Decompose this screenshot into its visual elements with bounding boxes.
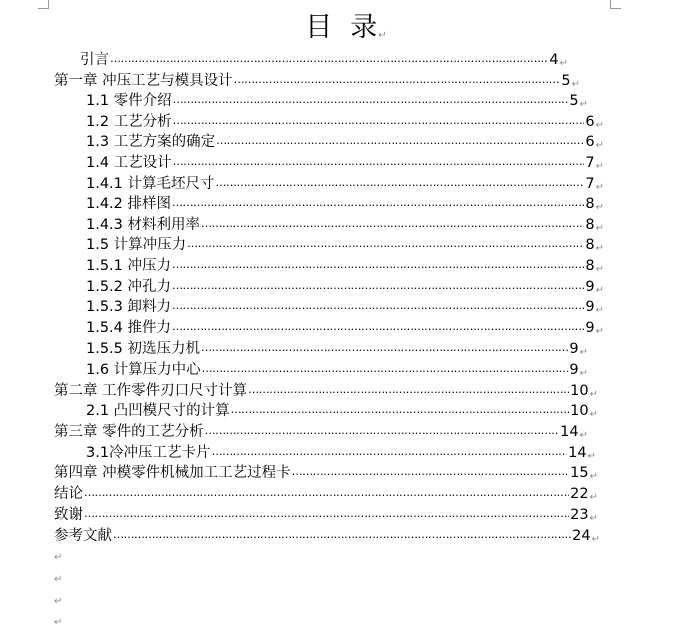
paragraph-mark: ↵ <box>579 430 588 441</box>
toc-dot-leader <box>173 111 585 132</box>
paragraph-mark: ↵ <box>595 243 604 254</box>
toc-dot-leader <box>84 483 569 504</box>
toc-title-char-1: 目 <box>305 12 333 43</box>
toc-entry[interactable] <box>54 505 598 526</box>
toc-entry-label: 3.1冷冲压工艺卡片 <box>86 445 211 461</box>
toc-entry[interactable] <box>86 174 604 195</box>
toc-entry-page-number: 6 <box>585 114 595 130</box>
toc-dot-leader <box>172 276 584 297</box>
paragraph-mark: ↵ <box>54 617 63 628</box>
toc-entry[interactable] <box>54 422 588 443</box>
toc-entry-page-number: 10 <box>570 383 589 399</box>
toc-entry-label: 1.1 零件介绍 <box>86 93 172 109</box>
toc-dot-leader <box>216 173 585 194</box>
toc-entry-page-number: 15 <box>570 465 589 481</box>
toc-entry-label: 1.4.2 排样图 <box>86 196 172 212</box>
toc-dot-leader <box>173 152 585 173</box>
toc-entry-label: 1.4 工艺设计 <box>86 155 172 171</box>
paragraph-mark: ↵ <box>579 368 588 379</box>
toc-dot-leader <box>113 525 571 546</box>
toc-entry-page-number: 9 <box>585 299 595 315</box>
toc-entry-label: 1.5.2 冲孔力 <box>86 279 172 295</box>
toc-dot-leader <box>234 70 561 91</box>
toc-entry-page-number: 14 <box>560 424 579 440</box>
toc-entry[interactable] <box>54 463 598 484</box>
toc-entry-page-number: 10 <box>570 403 589 419</box>
toc-entry-label: 1.2 工艺分析 <box>86 114 172 130</box>
toc-entry-page-number: 8 <box>585 237 595 253</box>
toc-entry-page-number: 14 <box>568 445 587 461</box>
toc-entry[interactable] <box>86 132 604 153</box>
paragraph-mark: ↵ <box>595 120 604 131</box>
toc-entry-label: 第三章 零件的工艺分析 <box>54 424 204 440</box>
paragraph-mark: ↵ <box>595 140 604 151</box>
toc-entry-page-number: 9 <box>569 341 579 357</box>
toc-entry[interactable] <box>86 194 604 215</box>
toc-dot-leader <box>84 504 569 525</box>
toc-dot-leader <box>212 442 568 463</box>
paragraph-mark: ↵ <box>54 552 63 563</box>
toc-entry[interactable] <box>86 153 604 174</box>
toc-entry[interactable] <box>86 443 596 464</box>
toc-entry-label: 1.3 工艺方案的确定 <box>86 134 216 150</box>
toc-entry-page-number: 5 <box>561 73 571 89</box>
toc-entry-label: 1.6 计算压力中心 <box>86 362 201 378</box>
toc-entry[interactable] <box>86 277 604 298</box>
toc-entry-page-number: 5 <box>569 93 579 109</box>
toc-dot-leader <box>172 193 584 214</box>
toc-dot-leader <box>231 400 569 421</box>
toc-dot-leader <box>292 462 570 483</box>
toc-entry[interactable] <box>54 71 580 92</box>
toc-entry-label: 参考文献 <box>54 528 112 544</box>
toc-entry-label: 引言 <box>80 52 109 68</box>
paragraph-mark: ↵ <box>595 264 604 275</box>
paragraph-mark: ↵ <box>595 223 604 234</box>
paragraph-mark: ↵ <box>571 79 580 90</box>
paragraph-mark: ↵ <box>559 58 568 69</box>
toc-entry[interactable] <box>54 526 600 547</box>
paragraph-mark: ↵ <box>595 305 604 316</box>
toc-entry-page-number: 8 <box>585 217 595 233</box>
toc-dot-leader <box>216 131 584 152</box>
toc-entry-label: 第二章 工作零件刃口尺寸计算 <box>54 383 248 399</box>
toc-entry[interactable] <box>86 256 604 277</box>
paragraph-mark: ↵ <box>589 409 598 420</box>
toc-entry[interactable] <box>86 401 598 422</box>
toc-entry[interactable] <box>54 484 598 505</box>
toc-entry-label: 致谢 <box>54 507 83 523</box>
paragraph-mark: ↵ <box>595 161 604 172</box>
paragraph-mark: ↵ <box>579 347 588 358</box>
toc-dot-leader <box>248 380 569 401</box>
paragraph-mark: ↵ <box>589 389 598 400</box>
toc-entry-label: 1.5.5 初选压力机 <box>86 341 201 357</box>
toc-dot-leader <box>172 296 584 317</box>
toc-dot-leader <box>187 234 584 255</box>
toc-entry-label: 1.4.1 计算毛坯尺寸 <box>86 176 215 192</box>
toc-entry-label: 1.5.3 卸料力 <box>86 299 172 315</box>
toc-entry-page-number: 6 <box>585 134 595 150</box>
paragraph-mark: ↵ <box>595 326 604 337</box>
toc-entry-page-number: 8 <box>585 258 595 274</box>
toc-entry[interactable] <box>86 297 604 318</box>
paragraph-mark: ↵ <box>54 574 63 585</box>
paragraph-mark: ↵ <box>579 99 588 110</box>
toc-entry[interactable] <box>86 339 588 360</box>
toc-entry[interactable] <box>54 381 598 402</box>
toc-dot-leader <box>173 90 569 111</box>
toc-entry-page-number: 7 <box>585 176 595 192</box>
toc-entry-page-number: 9 <box>585 279 595 295</box>
toc-entry-page-number: 24 <box>572 528 591 544</box>
paragraph-mark: ↵ <box>595 285 604 296</box>
toc-entry[interactable] <box>86 318 604 339</box>
toc-entry-page-number: 4 <box>549 52 559 68</box>
toc-entry-page-number: 9 <box>569 362 579 378</box>
paragraph-mark: ↵ <box>589 471 598 482</box>
paragraph-mark: ↵ <box>591 534 600 545</box>
toc-entry-label: 结论 <box>54 486 83 502</box>
toc-entry-page-number: 7 <box>585 155 595 171</box>
paragraph-mark: ↵ <box>54 596 63 607</box>
toc-entry-label: 第四章 冲模零件机械加工工艺过程卡 <box>54 465 291 481</box>
toc-dot-leader <box>110 49 548 70</box>
toc-entry-page-number: 9 <box>585 320 595 336</box>
toc-entry-label: 1.4.3 材料利用率 <box>86 217 201 233</box>
toc-dot-leader <box>201 214 584 235</box>
paragraph-mark: ↵ <box>378 30 387 41</box>
toc-dot-leader <box>201 338 568 359</box>
toc-dot-leader <box>172 317 584 338</box>
toc-entry[interactable] <box>86 91 588 112</box>
toc-entry-label: 1.5 计算冲压力 <box>86 237 187 253</box>
toc-dot-leader <box>172 255 584 276</box>
toc-entry[interactable] <box>80 50 568 71</box>
toc-dot-leader <box>205 421 560 442</box>
paragraph-mark: ↵ <box>589 492 598 503</box>
toc-entry-page-number: 23 <box>570 507 589 523</box>
toc-title-char-2: 录 <box>350 12 378 43</box>
toc-entry-label: 2.1 凸凹模尺寸的计算 <box>86 403 230 419</box>
toc-entry-page-number: 8 <box>585 196 595 212</box>
toc-entry-label: 1.5.1 冲压力 <box>86 258 172 274</box>
toc-entry-page-number: 22 <box>570 486 589 502</box>
toc-entry[interactable] <box>86 235 604 256</box>
paragraph-mark: ↵ <box>589 513 598 524</box>
toc-entry-label: 1.5.4 推件力 <box>86 320 172 336</box>
paragraph-mark: ↵ <box>595 202 604 213</box>
paragraph-mark: ↵ <box>587 451 596 462</box>
toc-entry[interactable] <box>86 112 604 133</box>
toc-title <box>0 6 692 50</box>
toc-dot-leader <box>202 359 569 380</box>
toc-entry-label: 第一章 冲压工艺与模具设计 <box>54 73 233 89</box>
toc-entry[interactable] <box>86 215 604 236</box>
paragraph-mark: ↵ <box>595 182 604 193</box>
toc-entry[interactable] <box>86 360 588 381</box>
